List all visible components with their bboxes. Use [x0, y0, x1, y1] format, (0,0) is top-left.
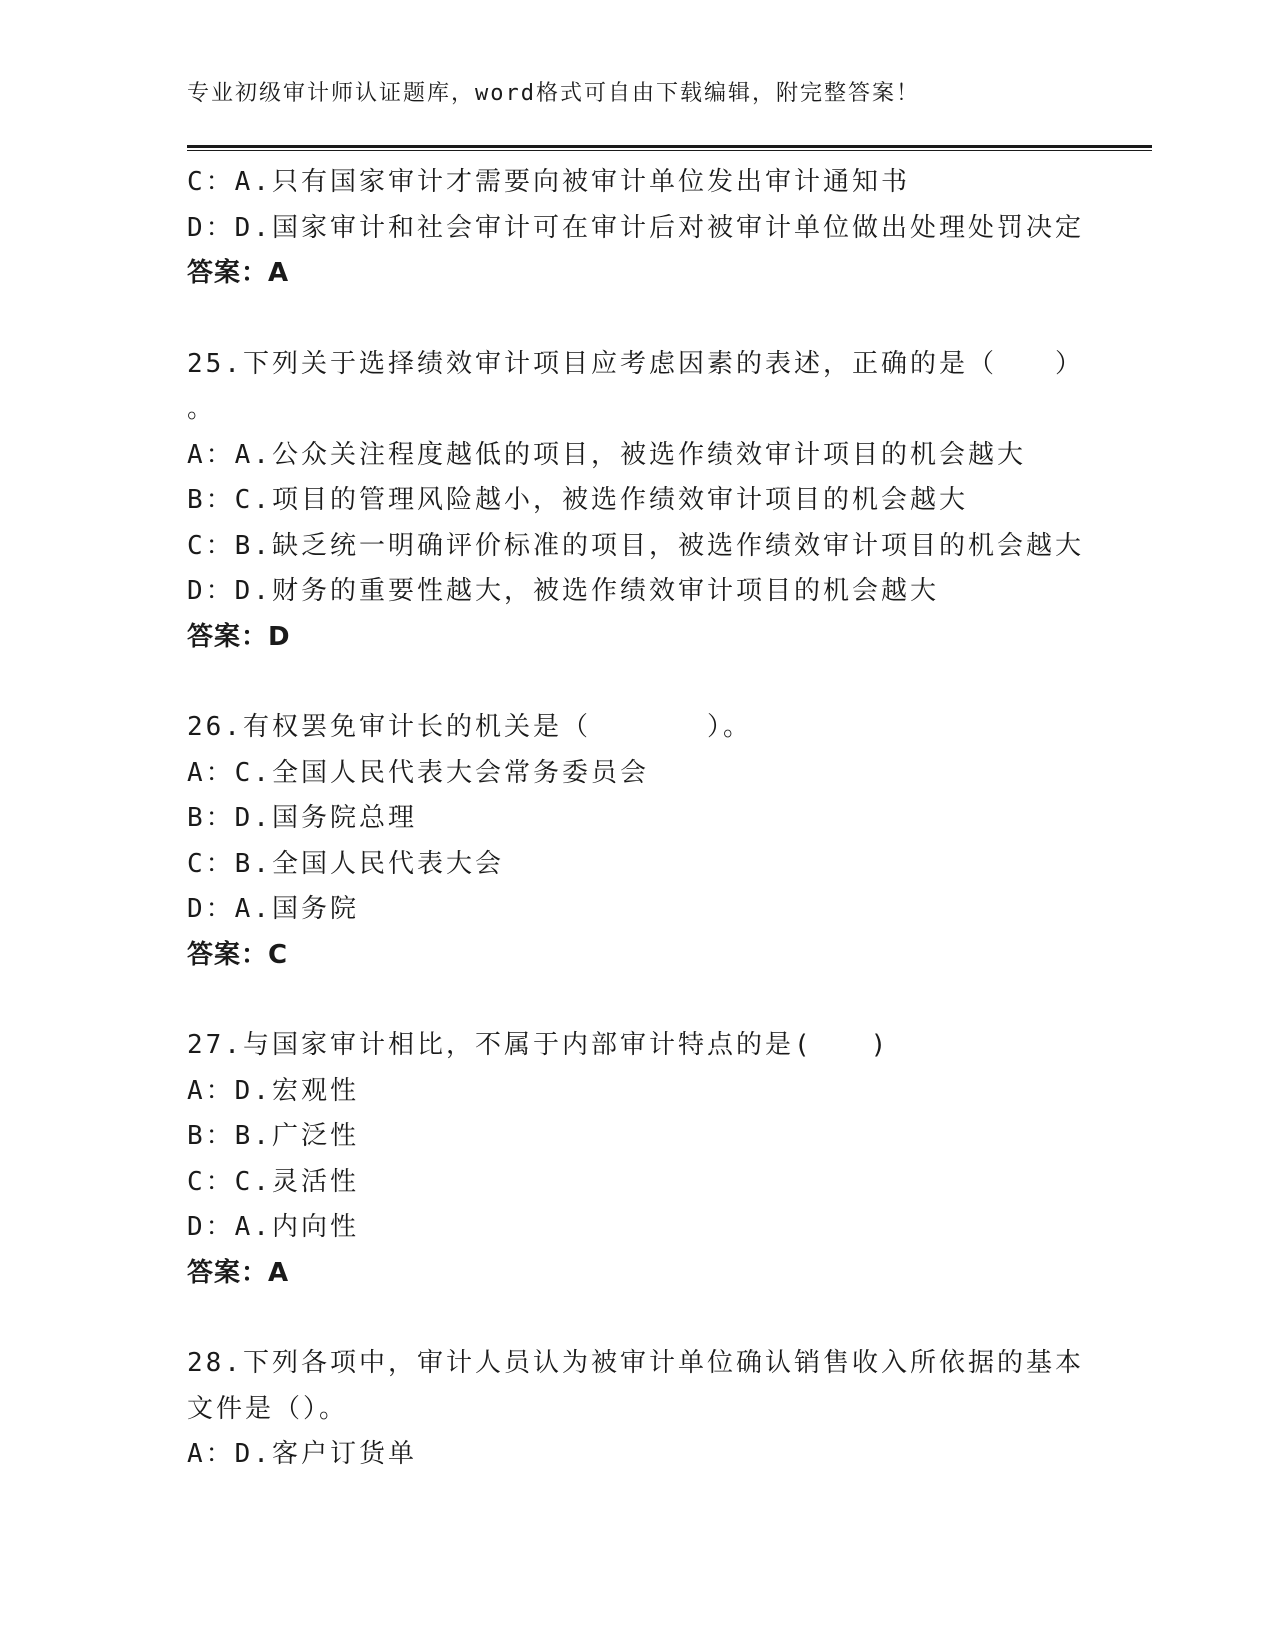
- header-divider-thick: [187, 145, 1152, 148]
- answer-label: 答案：D: [187, 621, 291, 652]
- question-27: [187, 1023, 1087, 1296]
- option-d: D：A.国务院: [187, 894, 359, 924]
- option-a: A：A.公众关注程度越低的项目，被选作绩效审计项目的机会越大: [187, 439, 1026, 470]
- option-d: D：D.财务的重要性越大，被选作绩效审计项目的机会越大: [187, 576, 939, 606]
- option-b: B：D.国务院总理: [187, 803, 417, 833]
- option-c: C：C.灵活性: [187, 1166, 359, 1197]
- question-text: 28.下列各项中，审计人员认为被审计单位确认销售收入所依据的基本: [187, 1348, 1084, 1378]
- answer-label: 答案：A: [187, 1257, 290, 1288]
- option-d: D：D.国家审计和社会审计可在审计后对被审计单位做出处理处罚决定: [187, 212, 1084, 243]
- question-28: [187, 1341, 1087, 1478]
- option-a: A：C.全国人民代表大会常务委员会: [187, 757, 649, 788]
- answer-label: 答案：A: [187, 258, 290, 288]
- question-text: 26.有权罢免审计长的机关是（ ）。: [187, 712, 752, 742]
- header-divider-thin: [187, 150, 1152, 151]
- option-c: C：A.只有国家审计才需要向被审计单位发出审计通知书: [187, 167, 910, 197]
- option-c: C：B.缺乏统一明确评价标准的项目，被选作绩效审计项目的机会越大: [187, 530, 1084, 561]
- option-b: B：B.广泛性: [187, 1121, 359, 1151]
- question-25: [187, 342, 1087, 661]
- question-26: [187, 705, 1087, 978]
- option-c: C：B.全国人民代表大会: [187, 848, 504, 879]
- question-text: 25.下列关于选择绩效审计项目应考虑因素的表述，正确的是（ ）: [187, 348, 1084, 379]
- option-d: D：A.内向性: [187, 1212, 359, 1242]
- answer-label: 答案：C: [187, 939, 289, 970]
- question-text-continued: 。: [187, 394, 217, 424]
- question-24-continued: [187, 160, 1087, 297]
- question-text-continued: 文件是（）。: [187, 1393, 349, 1424]
- page-header: 专业初级审计师认证题库，word格式可自由下载编辑，附完整答案！: [187, 81, 920, 106]
- option-a: A：D.客户订货单: [187, 1439, 417, 1469]
- question-text: 27.与国家审计相比，不属于内部审计特点的是( ): [187, 1030, 890, 1060]
- option-b: B：C.项目的管理风险越小，被选作绩效审计项目的机会越大: [187, 485, 968, 515]
- option-a: A：D.宏观性: [187, 1075, 359, 1106]
- question-list: [187, 160, 1087, 1478]
